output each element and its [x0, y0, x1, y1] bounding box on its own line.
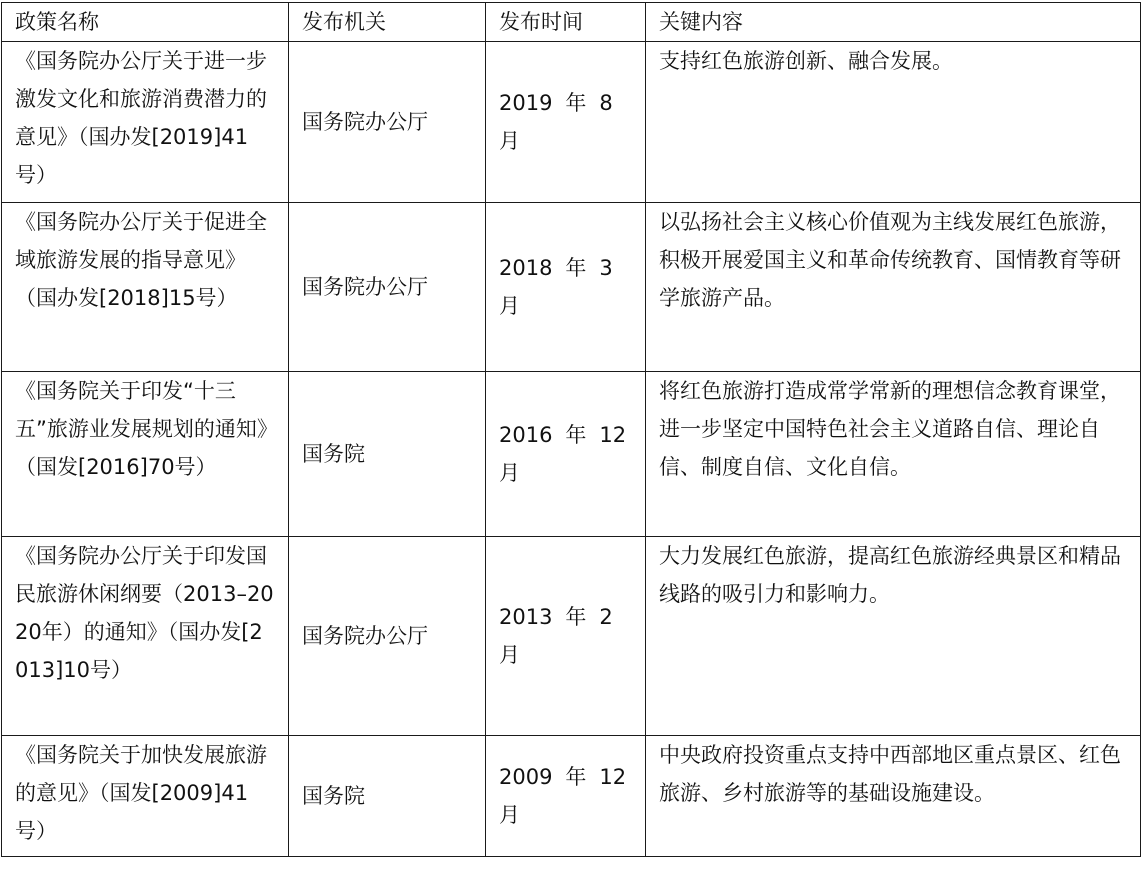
- header-key-content: 关键内容: [646, 3, 1141, 42]
- key-content-cell: 大力发展红色旅游，提高红色旅游经典景区和精品线路的吸引力和影响力。: [646, 537, 1141, 736]
- policy-name-cell: 《国务院关于印发“十三五”旅游业发展规划的通知》（国发[2016]70号）: [2, 372, 289, 537]
- header-issuing-agency: 发布机关: [289, 3, 486, 42]
- issuing-agency-cell: 国务院: [289, 372, 486, 537]
- key-content-cell: 中央政府投资重点支持中西部地区重点景区、红色旅游、乡村旅游等的基础设施建设。: [646, 736, 1141, 857]
- table-row: [2, 372, 1141, 537]
- policy-name-cell: 《国务院关于加快发展旅游的意见》（国发[2009]41号）: [2, 736, 289, 857]
- key-content-cell: 支持红色旅游创新、融合发展。: [646, 42, 1141, 203]
- issuing-agency-cell: 国务院办公厅: [289, 537, 486, 736]
- issuing-agency-cell: 国务院: [289, 736, 486, 857]
- table-row: [2, 736, 1141, 857]
- issue-date-cell: 2016 年 12 月: [486, 372, 646, 537]
- header-issue-date: 发布时间: [486, 3, 646, 42]
- issuing-agency-cell: 国务院办公厅: [289, 203, 486, 372]
- issue-date-cell: 2019 年 8 月: [486, 42, 646, 203]
- header-policy-name: 政策名称: [2, 3, 289, 42]
- table-row: [2, 203, 1141, 372]
- policy-table: [1, 2, 1141, 857]
- policy-name-cell: 《国务院办公厅关于促进全域旅游发展的指导意见》（国办发[2018]15号）: [2, 203, 289, 372]
- issue-date-cell: 2009 年 12 月: [486, 736, 646, 857]
- table-header-row: [2, 3, 1141, 42]
- policy-name-cell: 《国务院办公厅关于进一步激发文化和旅游消费潜力的意见》（国办发[2019]41号）: [2, 42, 289, 203]
- key-content-cell: 将红色旅游打造成常学常新的理想信念教育课堂，进一步坚定中国特色社会主义道路自信、理论自信、制度自信、文化自信。: [646, 372, 1141, 537]
- issue-date-cell: 2018 年 3 月: [486, 203, 646, 372]
- issuing-agency-cell: 国务院办公厅: [289, 42, 486, 203]
- issue-date-cell: 2013 年 2 月: [486, 537, 646, 736]
- policy-name-cell: 《国务院办公厅关于印发国民旅游休闲纲要（2013–2020年）的通知》（国办发[2013]10号）: [2, 537, 289, 736]
- key-content-cell: 以弘扬社会主义核心价值观为主线发展红色旅游，积极开展爱国主义和革命传统教育、国情教育等研学旅游产品。: [646, 203, 1141, 372]
- table-row: [2, 537, 1141, 736]
- table-row: [2, 42, 1141, 203]
